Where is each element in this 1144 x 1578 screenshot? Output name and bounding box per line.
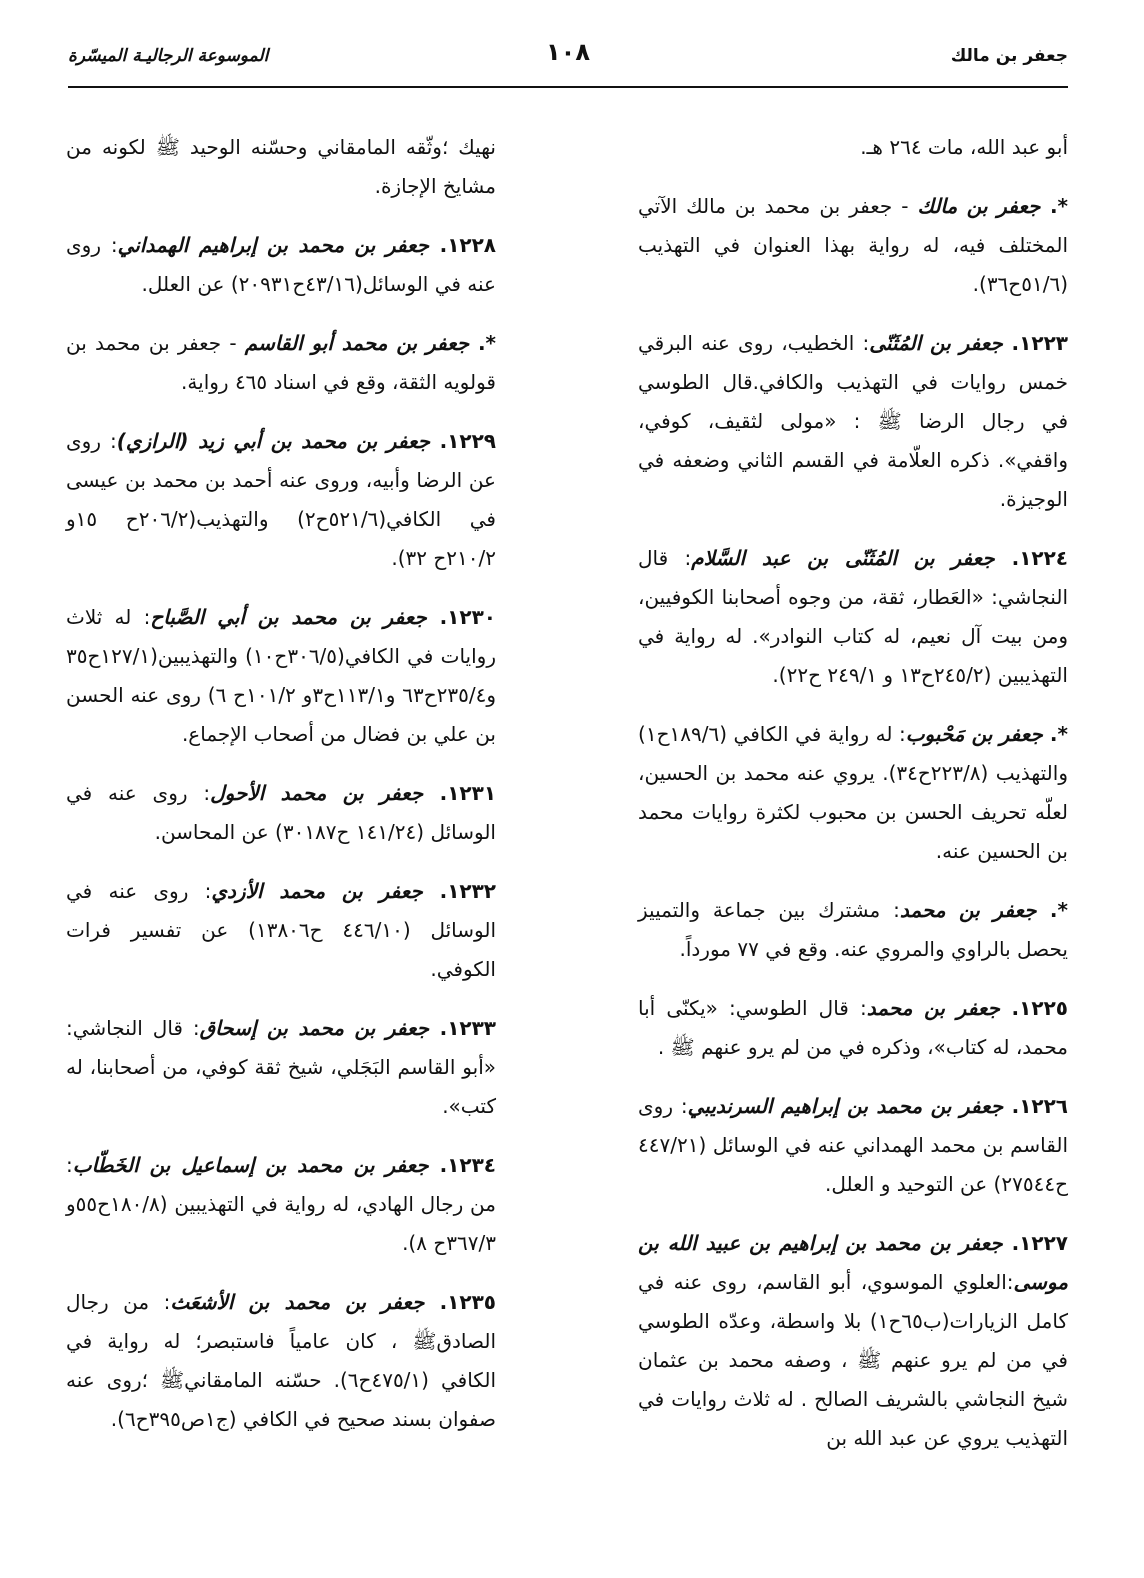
- entry-number: ١٢٣٢.: [422, 879, 497, 903]
- right-column: [638, 108, 1068, 1472]
- page-header: [68, 36, 1068, 88]
- entry: *. جعفر بن محمد أبو القاسم - جعفر بن محمد بن قولويه الثقة، وقع في اسناد ٤٦٥ رواية.: [66, 331, 496, 394]
- entry: ١٢٣٣. جعفر بن محمد بن إسحاق: قال النجاشي: «أبو القاسم البَجَلي، شيخ ثقة كوفي، من أصحابنا، له كتب».: [66, 1016, 497, 1118]
- entry-name: جعفر بن محمد بن الأشعَث: [170, 1290, 425, 1314]
- entry-name: جعفر بن المُثَنّى بن عبد السَّلام: [691, 546, 995, 570]
- entry-number: ١٢٣٤.: [428, 1153, 496, 1177]
- entry: ١٢٢٨. جعفر بن محمد بن إبراهيم الهمداني: روى عنه في الوسائل(٤٣/١٦ح٢٠٩٣١) عن العلل.: [66, 233, 497, 296]
- entry: *. جعفر بن مَحْبوب: له رواية في الكافي (١٨٩/٦ح١) والتهذيب (٢٢٣/٨ح٣٤). يروي عنه محمد بن الحسين، لعلّه تحريف الحسن بن محبوب لكثرة روايات محمد بن الحسين عنه.: [638, 722, 1068, 863]
- entry-name: جعفر بن محمد بن أبي الصَّباح: [150, 605, 427, 629]
- entry-number: ١٢٣٣.: [429, 1016, 497, 1040]
- entry-continuation: نهيك ؛وثّقه المامقاني وحسّنه الوحيد ﷺ لكونه من مشايخ الإجازة.: [66, 135, 496, 198]
- entry: ١٢٣٤. جعفر بن محمد بن إسماعيل بن الخَطّاب: من رجال الهادي، له رواية في التهذيبين (١٨٠/٨ح٥٥و ٣٦٧/٣ح ٨).: [66, 1153, 496, 1255]
- entry-name: جعفر بن محمد بن إسماعيل بن الخَطّاب: [72, 1153, 429, 1177]
- entry-number: ١٢٢٤.: [994, 546, 1069, 570]
- entry-number: ١٢٢٦.: [1003, 1094, 1069, 1118]
- running-head-entry: جعفر بن مالك: [950, 46, 1068, 66]
- entry-continuation: أبو عبد الله، مات ٢٦٤ هـ.: [860, 135, 1068, 159]
- entry: ١٢٢٤. جعفر بن المُثَنّى بن عبد السَّلام: قال النجاشي: «العَطار، ثقة، من وجوه أصحابنا الكوفيين، ومن بيت آل نعيم، له كتاب النوادر». له رواية في التهذيبين (٢٤٥/٢ح١٣ و ٢٤٩/١ ح٢٢).: [638, 546, 1069, 687]
- entry-name: جعفر بن محمد بن أبي زيد (الرازي): [116, 429, 430, 453]
- entry-number: ١٢٢٧.: [1002, 1231, 1068, 1255]
- entry: ١٢٣١. جعفر بن محمد الأحول: روى عنه في الوسائل (١٤١/٢٤ ح٣٠١٨٧) عن المحاسن.: [66, 781, 497, 844]
- running-head-book-title: الموسوعة الرجاليـة الميسّرة: [68, 46, 269, 66]
- entry-number: ١٢٣٠.: [426, 605, 496, 629]
- entry: ١٢٢٩. جعفر بن محمد بن أبي زيد (الرازي): روى عن الرضا وأبيه، وروى عنه أحمد بن محمد بن عيسى في الكافي(٥٢١/٦ح٢) والتهذيب(٢٠٦/٢ح ١٥و ٢١٠/٢ح ٣٢).: [66, 429, 496, 570]
- entry-number: ١٢٢٥.: [999, 996, 1068, 1020]
- entry-name: جعفر بن محمد بن إبراهيم بن عبيد الله بن موسى: [638, 1231, 1068, 1294]
- entry: ١٢٣٢. جعفر بن محمد الأزدي: روى عنه في الوسائل (٤٤٦/١٠ ح١٣٨٠٦) عن تفسير فرات الكوفي.: [66, 879, 497, 981]
- entry-name: جعفر بن محمد أبو القاسم: [244, 331, 470, 355]
- entry: ١٢٢٧. جعفر بن محمد بن إبراهيم بن عبيد الله بن موسى:العلوي الموسوي، أبو القاسم، روى عنه في كامل الزيارات(ب٦٥ح١) بلا واسطة، وعدّه الطوسي في من لم يرو عنهم ﷺ ، وصفه محمد بن عثمان شيخ النجاشي بالشريف الصالح . له ثلاث روايات في التهذيب يروي عن عبد الله بن: [638, 1231, 1068, 1450]
- entry-name: جعفر بن محمد بن إسحاق: [199, 1016, 430, 1040]
- page-number: ١٠٨: [546, 38, 590, 66]
- entry-number: ١٢٢٣.: [1002, 331, 1068, 355]
- entry-number: ١٢٢٨.: [429, 233, 497, 257]
- entry-name: جعفر بن محمد بن إبراهيم السرنديبي: [687, 1094, 1004, 1118]
- entry-name: جعفر بن مَحْبوب: [905, 722, 1043, 746]
- entry-name: جعفر بن محمد الأزدي: [211, 879, 423, 903]
- entry: *. جعفر بن مالك - جعفر بن محمد بن مالك الآتي المختلف فيه، له رواية بهذا العنوان في التهذيب (٥١/٦ح٣٦).: [638, 194, 1069, 296]
- entry-number: ١٢٣١.: [423, 781, 497, 805]
- entry-number: ١٢٢٩.: [429, 429, 496, 453]
- entry-name: جعفر بن محمد: [866, 996, 1000, 1020]
- entry: ١٢٢٥. جعفر بن محمد: قال الطوسي: «يكنّى أبا محمد، له كتاب»، وذكره في من لم يرو عنهم ﷺ .: [638, 996, 1068, 1059]
- entry: ١٢٢٣. جعفر بن المُثَنّى: الخطيب، روى عنه البرقي خمس روايات في التهذيب والكافي.قال الطوسي في رجال الرضا ﷺ : «مولى لثقيف، كوفي، واقفي». ذكره العلّامة في القسم الثاني وضعفه في الوجيزة.: [638, 331, 1068, 511]
- entry: *. جعفر بن محمد: مشترك بين جماعة والتمييز يحصل بالراوي والمروي عنه. وقع في ٧٧ مورداً.: [638, 898, 1068, 961]
- entry-name: جعفر بن محمد بن إبراهيم الهمداني: [117, 233, 430, 257]
- entry: ١٢٣٠. جعفر بن محمد بن أبي الصَّباح: له ثلاث روايات في الكافي(٣٠٦/٥ح١٠) والتهذيبين(١٢٧/١ح٣٥ و٢٣٥/٤ح٦٣ و١١٣/١ح٣و ١٠١/٢ح ٦) روى عنه الحسن بن علي بن فضال من أصحاب الإجماع.: [66, 605, 496, 746]
- entry-name: جعفر بن المُثَنّى: [869, 331, 1003, 355]
- entry-number: ١٢٣٥.: [424, 1290, 496, 1314]
- entry-name: جعفر بن محمد: [899, 898, 1037, 922]
- left-column: [66, 108, 496, 1453]
- entry: ١٢٣٥. جعفر بن محمد بن الأشعَث: من رجال الصادقﷺ ، كان عامياً فاستبصر؛ له رواية في الكافي (٤٧٥/١ح٦). حسّنه المامقانيﷺ ؛روى عنه صفوان بسند صحيح في الكافي (ج١ص٣٩٥ح٦).: [66, 1290, 496, 1431]
- entry-name: جعفر بن محمد الأحول: [210, 781, 424, 805]
- entry: ١٢٢٦. جعفر بن محمد بن إبراهيم السرنديبي: روى القاسم بن محمد الهمداني عنه في الوسائل (٤٤٧/٢١ ح٢٧٥٤٤) عن التوحيد و العلل.: [638, 1094, 1069, 1196]
- entry-name: جعفر بن مالك: [917, 194, 1041, 218]
